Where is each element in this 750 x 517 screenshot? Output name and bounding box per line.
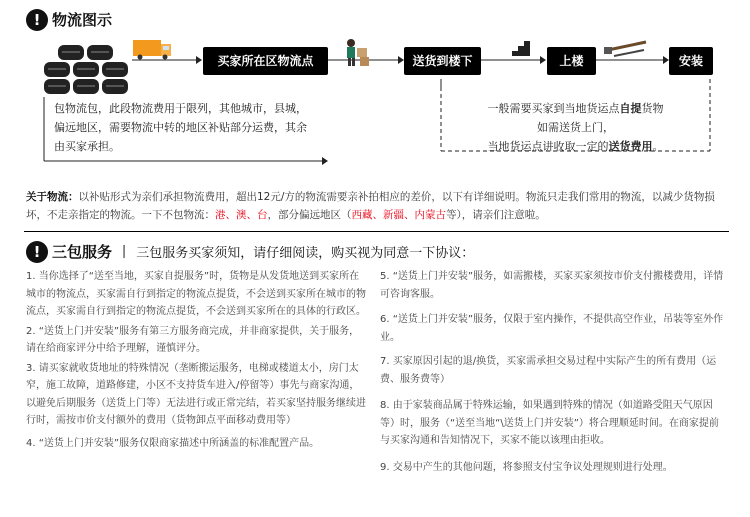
service-terms-left [26,268,366,452]
about-logistics-note: 关于物流：以补贴形式为亲们承担物流费用，超出12元/方的物流需要亲补拍相应的差价，以下有详细说明。物流只走我们常用的物流，以减少货物损坏，不走亲指定的物流。一下不包物流：港、澳、台，部分偏远地区（西藏、新疆、内蒙古等），请亲们注意啦。 [26,191,715,221]
service-term: 3. 请买家就收货地址的特殊情况（垄断搬运服务，电梯或楼道太小，房门太窄，施工故障，道路修建，小区不支持货车进入/停留等）事先与商家沟通，以避免后期服务（送货上门等）无法进行或正常完结，若买家坚持服务继续进行时，需按市价支付额外的费用（货物卸点平面移动费用等） [26,362,366,426]
tire-stack-icon [44,45,128,94]
install-step: 安装 [669,47,713,75]
alert-icon: ! [26,9,48,31]
service-term: 5. “送货上门并安装”服务，如需搬楼，买家买家须按市价支付搬楼费用，详情可咨询客服。 [380,271,724,300]
service-header: 三包服务 丨 三包服务买家须知，请仔细阅读，购买视为同意一下协议： [52,243,475,261]
service-term: 1. 当你选择了“送至当地，买家自提服务”时，货物是从发货地送到买家所在城市的物流点，买家需自行到指定的物流点提货，不会送到买家所在城市的物流点，买家需自行到指定的物流点提货，不会送到买家所在的具体的行政区。 [26,271,366,317]
upstairs-step: 上楼 [547,47,596,75]
buyer-city-logistics-point: 买家所在区物流点 [203,47,328,75]
left-shipping-note: 包物流包，此段物流费用于限列，其他城市，县城，偏远地区，需要物流中转的地区补贴部分运费，其余由买家承担。 [54,102,307,153]
deliver-downstairs-step: 送货到楼下 [404,47,481,75]
service-term: 4. “送货上门并安装”服务仅限商家描述中所涵盖的标准配置产品。 [26,437,320,449]
service-term: 2. “送货上门并安装”服务有第三方服务商完成，并非商家提供，关于服务，请在给商家评分中给予理解，谨慎评分。 [26,325,360,354]
truck-icon [133,40,171,60]
service-term: 9. 交易中产生的其他问题，将参照支付宝争议处理规则进行处理。 [380,461,673,473]
tools-icon [604,42,646,56]
logistics-title: 物流图示 [52,11,113,29]
service-term: 8. 由于家装商品属于特殊运输，如果遇到特殊的情况（如道路受阻天气原因等）时，服务（“送至当地“\送货上门并安装”）将合理顺延时间。在商家提前与买家沟通和告知情况下，买家不能以该理由拒收。 [380,400,719,446]
right-shipping-note: 一般需要买家到当地货运点自提货物 如需送货上门， 当地货运点讲收取一定的送货费用。 [487,102,664,153]
alert-icon: ! [26,241,48,263]
service-term: 6. “送货上门并安装”服务，仅限于室内操作，不提供高空作业，吊装等室外作业。 [380,314,724,343]
stairs-icon [504,41,530,56]
service-term: 7. 买家原因引起的退/换货，买家需承担交易过程中实际产生的所有费用（运费、服务费等） [380,356,717,385]
service-terms-right [380,268,725,476]
delivery-worker-icon [347,39,369,66]
section-divider [24,231,729,232]
